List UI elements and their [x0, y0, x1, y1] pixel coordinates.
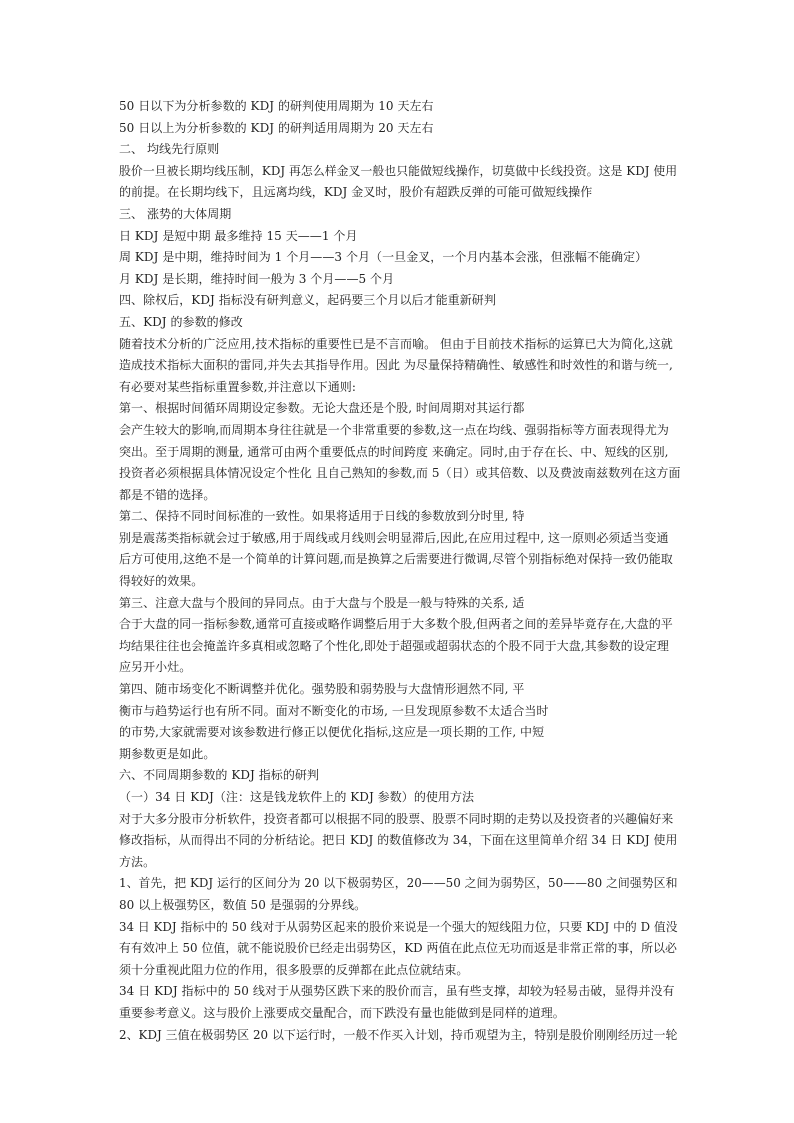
text-line: 突出。至于周期的测量, 通常可由两个重要低点的时间跨度 来确定。同时,由于存在长、中、短线的区别,: [119, 444, 669, 459]
text-line: 1、首先，把 KDJ 运行的区间分为 20 以下极弱势区，20——50 之间为弱势区，50——80 之间强势区和: [119, 876, 678, 891]
text-line: 造成技术指标大面积的雷同,并失去其指导作用。因此 为尽量保持精确性、敏感性和时效性的和谐与统一,: [119, 358, 673, 373]
text-line: 第四、随市场变化不断调整并优化。强势股和弱势股与大盘情形迥然不同, 平: [119, 682, 525, 697]
text-line: 衡市与趋势运行也有所不同。面对不断变化的市场, 一旦发现原参数不太适合当时: [119, 703, 549, 718]
text-line: 应另开小灶。: [119, 660, 192, 675]
text-line: 后方可使用,这绝不是一个简单的计算问题,而是换算之后需要进行微调,尽管个别指标绝对保持一致仍能取: [119, 552, 673, 567]
text-line: 五、KDJ 的参数的修改: [119, 314, 243, 329]
text-line: 随着技术分析的广泛应用,技术指标的重要性已是不言而喻。 但由于目前技术指标的运算已大为简化,这就: [119, 336, 673, 351]
text-line: 得较好的效果。: [119, 574, 204, 589]
text-line: 的前提。在长期均线下，且远离均线，KDJ 金叉时，股价有超跌反弹的可能可做短线操作: [119, 185, 593, 200]
text-line: 日 KDJ 是短中期 最多维持 15 天——1 个月: [119, 228, 358, 243]
text-line: 80 以上极强势区，数值 50 是强弱的分界线。: [119, 897, 367, 912]
text-line: 34 日 KDJ 指标中的 50 线对于从强势区跌下来的股价而言，虽有些支撑，却较为轻易击破，显得并没有: [119, 984, 675, 999]
text-line: 2、KDJ 三值在极弱势区 20 以下运行时，一般不作买入计划，持币观望为主，特别是股价刚刚经历过一轮: [119, 1027, 678, 1042]
text-line: 50 日以下为分析参数的 KDJ 的研判使用周期为 10 天左右: [119, 99, 434, 113]
text-line: 50 日以上为分析参数的 KDJ 的研判适用周期为 20 天左右: [119, 120, 434, 135]
text-line: 均结果往往也会掩盖许多真相或忽略了个性化,即处于超强或超弱状态的个股不同于大盘,其参数的设定理: [119, 638, 669, 653]
text-line: 别是震荡类指标就会过于敏感,用于周线或月线则会明显滞后,因此,在应用过程中, 这一原则必须适当变通: [119, 530, 669, 545]
text-line: 修改指标，从而得出不同的分析结论。把日 KDJ 的数值修改为 34，下面在这里简单介绍 34 日 KDJ 使用: [119, 833, 678, 848]
text-line: 股价一旦被长期均线压制，KDJ 再怎么样金叉一般也只能做短线操作，切莫做中长线投资。这是 KDJ 使用: [119, 163, 678, 178]
document-body: [119, 96, 681, 1046]
text-line: 的市势,大家就需要对该参数进行修正以便优化指标,这应是一项长期的工作, 中短: [119, 725, 545, 740]
text-line: 周 KDJ 是中期，维持时间为 1 个月——3 个月（一旦金叉，一个月内基本会涨，但涨幅不能确定）: [119, 250, 648, 265]
text-line: 34 日 KDJ 指标中的 50 线对于从弱势区起来的股价来说是一个强大的短线阻力位，只要 KDJ 中的 D 值没: [119, 919, 678, 934]
text-line: 都是不错的选择。: [119, 487, 216, 502]
text-line: 二、 均线先行原则: [119, 142, 220, 157]
text-line: 重要参考意义。这与股价上涨要成交量配合，而下跌没有量也能做到是同样的道理。: [119, 1005, 565, 1020]
text-line: 第一、根据时间循环周期设定参数。无论大盘还是个股, 时间周期对其运行都: [119, 401, 525, 416]
text-line: 有必要对某些指标重置参数,并注意以下通则:: [119, 379, 356, 394]
text-line: 三、 涨势的大体周期: [119, 206, 232, 221]
text-line: 月 KDJ 是长期，维持时间一般为 3 个月——5 个月: [119, 271, 395, 286]
text-line: 会产生较大的影响,而周期本身往往就是一个非常重要的参数,这一点在均线、强弱指标等方面表现得尤为: [119, 422, 669, 437]
text-line: 期参数更是如此。: [119, 746, 216, 761]
text-line: 方法。: [119, 854, 156, 869]
text-line: 须十分重视此阻力位的作用，很多股票的反弹都在此点位就结束。: [119, 962, 469, 977]
text-line: 对于大多分股市分析软件，投资者都可以根据不同的股票、股票不同时期的走势以及投资者的兴趣偏好来: [119, 811, 674, 826]
text-line: 合于大盘的同一指标参数,通常可直接或略作调整后用于大多数个股,但两者之间的差异毕竟存在,大盘的平: [119, 617, 673, 632]
text-line: 投资者必须根据具体情况设定个性化 且自己熟知的参数,而 5（日）或其倍数、以及费波南兹数列在这方面: [119, 466, 681, 481]
text-line: （一）34 日 KDJ（注：这是钱龙软件上的 KDJ 参数）的使用方法: [119, 790, 475, 804]
text-line: 第二、保持不同时间标准的一致性。如果将适用于日线的参数放到分时里, 特: [119, 509, 525, 524]
text-line: 有有效冲上 50 位值，就不能说股价已经走出弱势区，KD 两值在此点位无功而返是非常正常的事，所以必: [119, 941, 677, 956]
text-line: 六、不同周期参数的 KDJ 指标的研判: [119, 768, 319, 783]
text-line: 四、除权后，KDJ 指标没有研判意义，起码要三个月以后才能重新研判: [119, 293, 496, 308]
text-line: 第三、注意大盘与个股间的异同点。由于大盘与个股是一般与特殊的关系, 适: [119, 595, 525, 610]
